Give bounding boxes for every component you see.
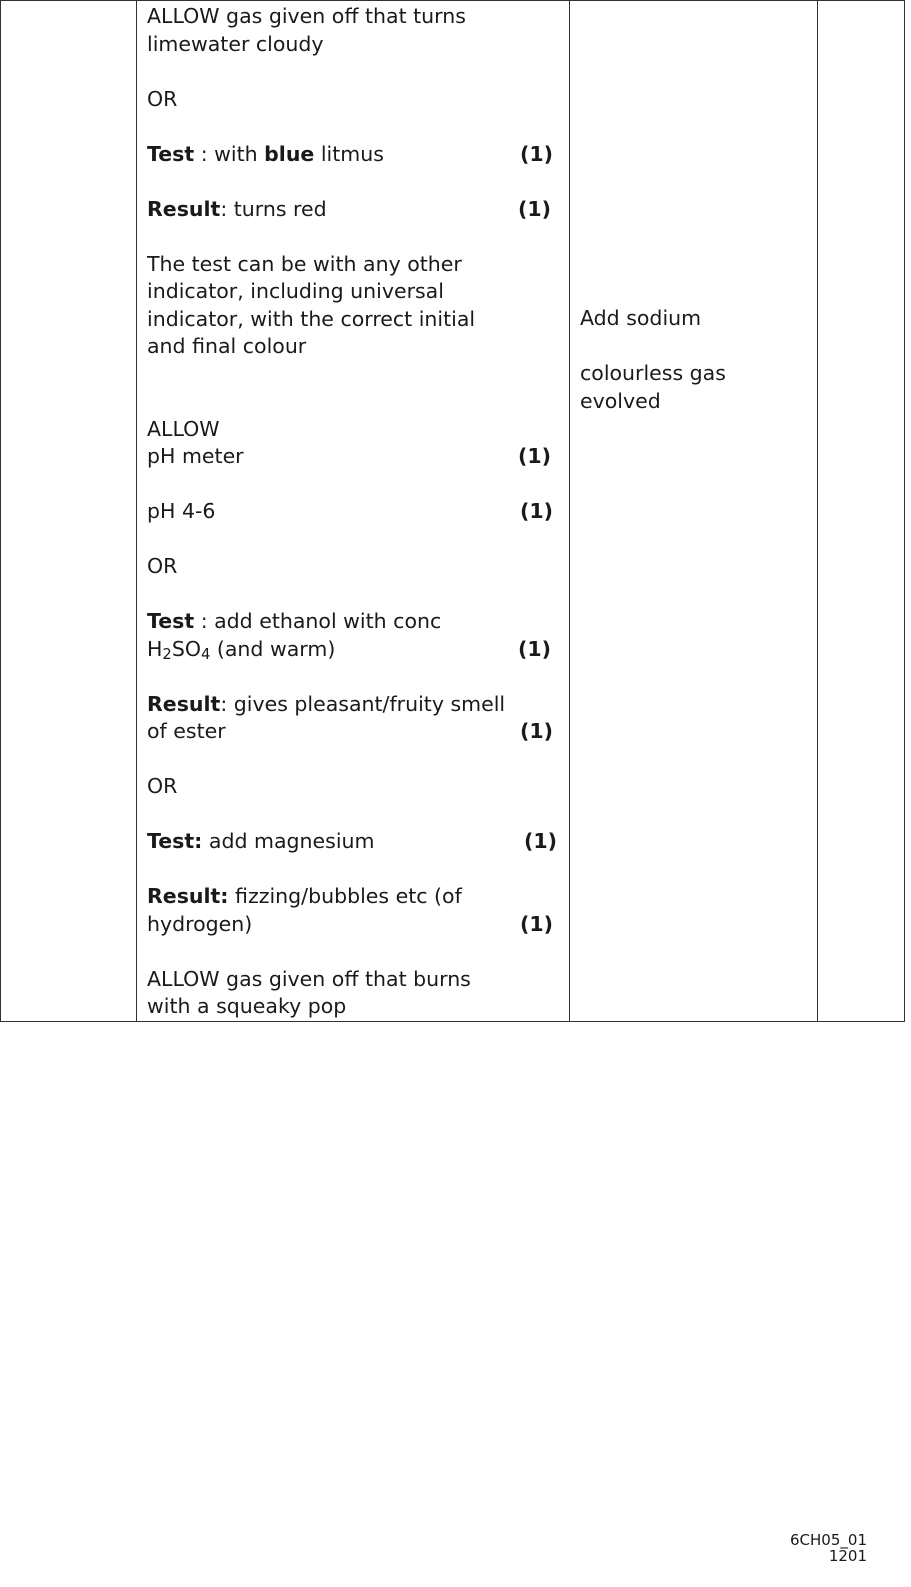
mark-value: (1) <box>519 719 553 743</box>
mark-value: (1) <box>523 829 557 853</box>
acceptable-answers-cell <box>137 1 570 1022</box>
ph-range-line: pH 4-6 (1) <box>147 498 559 526</box>
or-separator: OR <box>147 774 178 798</box>
mark-cell <box>818 1 905 1022</box>
indicator-note: The test can be with any other indicator, including universal indicator, with the correct initial and final colour <box>147 251 476 358</box>
or-separator: OR <box>147 554 178 578</box>
litmus-result-line: Result: turns red (1) <box>147 196 559 224</box>
allow-squeaky-pop-note: ALLOW gas given off that burns with a squeaky pop <box>147 966 471 1018</box>
allow-limewater-note: ALLOW gas given off that turns limewater cloudy <box>147 4 466 56</box>
reject-add-sodium: Add sodium <box>580 306 702 330</box>
ester-result-line: Result: gives pleasant/fruity smell of ester (1) <box>147 691 559 746</box>
ester-test-line: Test : add ethanol with conc $H_2SO_4$ (and warm) (1) <box>147 608 559 663</box>
mark-value: (1) <box>519 911 553 936</box>
mark-value: (1) <box>517 444 551 468</box>
mark-value: (1) <box>517 196 551 221</box>
mark-value: (1) <box>519 499 553 523</box>
magnesium-test-line: Test: add magnesium (1) <box>147 828 559 856</box>
reject-colourless-gas: colourless gas evolved <box>580 361 726 413</box>
ph-meter-line: ALLOW pH meter (1) <box>147 416 559 471</box>
magnesium-result-line: Result: fizzing/bubbles etc (of hydrogen) (1) <box>147 883 559 938</box>
page-footer <box>790 1532 867 1564</box>
paper-code: 6CH05_01 <box>790 1531 867 1549</box>
reject-cell <box>570 1 818 1022</box>
page-number: 1201 <box>828 1547 867 1565</box>
mark-value: (1) <box>517 636 551 661</box>
litmus-test-line: Test : with blue litmus (1) <box>147 141 559 169</box>
mark-value: (1) <box>519 141 553 166</box>
or-separator: OR <box>147 86 178 111</box>
question-number-cell <box>1 1 137 1022</box>
table-row <box>1 1 905 1022</box>
